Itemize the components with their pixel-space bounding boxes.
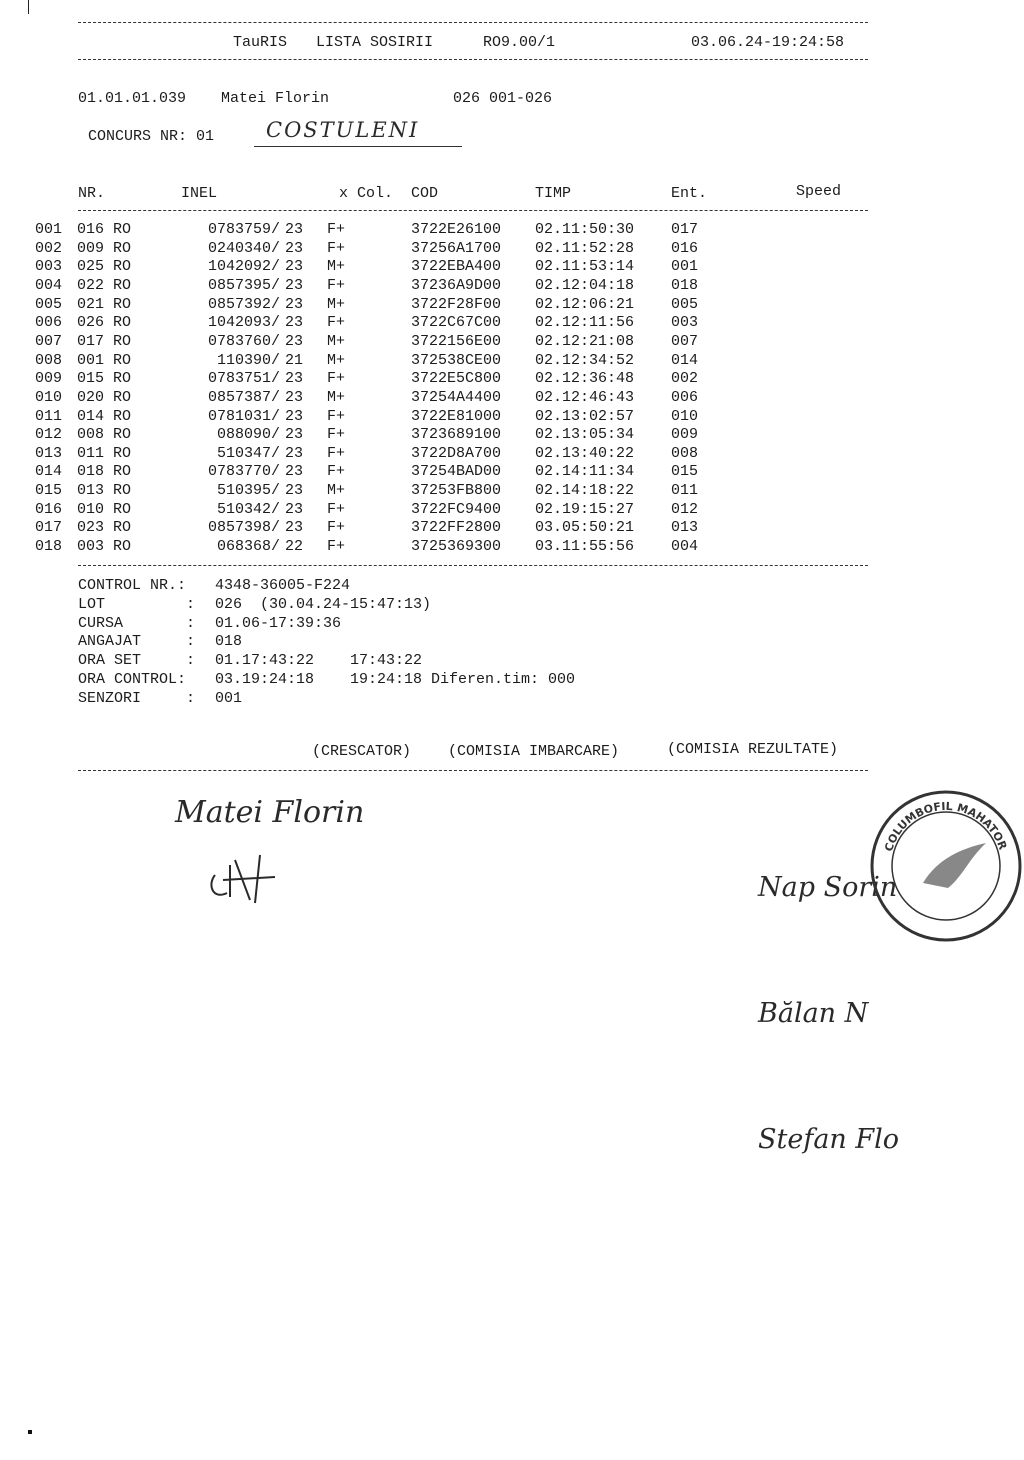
control-label: ANGAJAT : [78, 633, 196, 651]
control-value: 03.19:24:18 19:24:18 Diferen.tim: 000 [215, 671, 576, 688]
header-title: LISTA SOSIRII [316, 34, 434, 51]
row-code: 3722FF2800 [411, 519, 502, 537]
row-year: 23 [285, 407, 304, 425]
row-ent: 012 [671, 500, 699, 518]
row-ring: 0857395/ [207, 276, 280, 294]
row-nr: 023 RO [77, 519, 132, 537]
row-sex: M+ [327, 351, 346, 369]
row-pos: 009 [35, 370, 63, 388]
divider [78, 770, 868, 771]
row-pos: 002 [35, 239, 63, 257]
row-time: 02.13:05:34 [535, 426, 635, 444]
owner-id: 01.01.01.039 [78, 90, 187, 107]
control-label: CURSA : [78, 614, 196, 632]
contest-place: COSTULENI [266, 118, 420, 142]
table-row [35, 538, 875, 557]
row-ring: 1042092/ [207, 258, 280, 276]
row-time: 02.12:04:18 [535, 276, 635, 294]
control-label: CONTROL NR.: [78, 577, 187, 594]
row-ent: 007 [671, 332, 699, 350]
row-pos: 015 [35, 482, 63, 500]
row-code: 3722E5C800 [411, 370, 502, 388]
row-pos: 008 [35, 351, 63, 369]
row-ent: 014 [671, 351, 699, 369]
row-nr: 008 RO [77, 426, 132, 444]
row-year: 23 [285, 463, 304, 481]
row-sex: F+ [327, 314, 346, 332]
row-ent: 017 [671, 221, 699, 238]
row-ring: 088090/ [216, 426, 280, 444]
row-pos: 013 [35, 444, 63, 462]
row-code: 37254A4400 [411, 388, 502, 406]
row-code: 3722F28F00 [411, 295, 502, 313]
row-time: 03.05:50:21 [535, 519, 635, 537]
row-code: 3722FC9400 [411, 500, 502, 518]
commission-member-3: Stefan Flo [758, 1124, 900, 1155]
sig-label-imbarcare: (COMISIA IMBARCARE) [448, 743, 620, 760]
row-ring: 0240340/ [207, 239, 280, 257]
row-code: 37256A1700 [411, 239, 502, 257]
row-ring: 0783759/ [207, 221, 280, 238]
row-ring: 0781031/ [207, 407, 280, 425]
row-time: 02.14:11:34 [535, 463, 635, 481]
row-time: 02.14:18:22 [535, 482, 635, 500]
row-time: 02.11:52:28 [535, 239, 635, 257]
table-row [35, 240, 875, 259]
divider [78, 210, 868, 211]
row-nr: 017 RO [77, 332, 132, 350]
row-nr: 013 RO [77, 482, 132, 500]
row-time: 02.12:46:43 [535, 388, 635, 406]
control-value: 4348-36005-F224 [215, 577, 351, 594]
row-ent: 003 [671, 314, 699, 332]
row-time: 02.13:40:22 [535, 444, 635, 462]
row-time: 02.11:53:14 [535, 258, 635, 276]
row-ent: 005 [671, 295, 699, 313]
row-sex: F+ [327, 239, 346, 257]
row-sex: F+ [327, 221, 346, 238]
row-ent: 010 [671, 407, 699, 425]
owner-range: 026 001-026 [453, 90, 553, 107]
row-pos: 006 [35, 314, 63, 332]
row-nr: 009 RO [77, 239, 132, 257]
control-value: 018 [215, 633, 243, 651]
sig-label-rezultate: (COMISIA REZULTATE) [667, 741, 839, 758]
row-time: 02.12:06:21 [535, 295, 635, 313]
row-ring: 110390/ [216, 351, 280, 369]
row-ring: 0857392/ [207, 295, 280, 313]
row-year: 23 [285, 239, 304, 257]
divider [78, 59, 868, 60]
row-nr: 010 RO [77, 500, 132, 518]
row-ring: 1042093/ [207, 314, 280, 332]
row-year: 23 [285, 332, 304, 350]
row-sex: F+ [327, 276, 346, 294]
row-ent: 015 [671, 463, 699, 481]
row-year: 23 [285, 519, 304, 537]
row-year: 23 [285, 482, 304, 500]
row-ent: 011 [671, 482, 699, 500]
header-datetime: 03.06.24-19:24:58 [691, 34, 845, 51]
row-sex: F+ [327, 463, 346, 481]
row-year: 22 [285, 538, 304, 556]
row-code: 372538CE00 [411, 351, 502, 369]
header-code: RO9.00/1 [483, 34, 556, 51]
row-year: 23 [285, 314, 304, 332]
row-ring: 510347/ [216, 444, 280, 462]
row-time: 02.12:36:48 [535, 370, 635, 388]
row-year: 21 [285, 351, 304, 369]
row-pos: 011 [35, 407, 63, 425]
row-ent: 008 [671, 444, 699, 462]
row-sex: M+ [327, 295, 346, 313]
row-code: 37253FB800 [411, 482, 502, 500]
row-pos: 010 [35, 388, 63, 406]
table-row [35, 221, 875, 240]
control-value: 001 [215, 689, 243, 707]
table-row [35, 314, 875, 333]
row-time: 02.12:11:56 [535, 314, 635, 332]
dove-icon [923, 843, 986, 888]
row-ring: 0783770/ [207, 463, 280, 481]
row-sex: M+ [327, 482, 346, 500]
table-row [35, 482, 875, 501]
row-nr: 015 RO [77, 370, 132, 388]
table-row [35, 370, 875, 389]
row-time: 02.12:21:08 [535, 332, 635, 350]
row-pos: 014 [35, 463, 63, 481]
row-code: 3723689100 [411, 426, 502, 444]
row-nr: 022 RO [77, 276, 132, 294]
table-row [35, 258, 875, 277]
row-ent: 016 [671, 239, 699, 257]
control-label: SENZORI : [78, 689, 196, 707]
row-time: 02.11:50:30 [535, 221, 635, 238]
table-row [35, 501, 875, 520]
row-year: 23 [285, 295, 304, 313]
row-ring: 0857398/ [207, 519, 280, 537]
row-year: 23 [285, 426, 304, 444]
contest-label: CONCURS NR: 01 [88, 128, 215, 145]
row-code: 3722E26100 [411, 221, 502, 238]
row-ring: 0783760/ [207, 332, 280, 350]
row-ring: 068368/ [216, 538, 280, 556]
row-ent: 018 [671, 276, 699, 294]
row-nr: 003 RO [77, 538, 132, 556]
row-sex: F+ [327, 426, 346, 444]
row-pos: 007 [35, 332, 63, 350]
row-time: 02.13:02:57 [535, 407, 635, 425]
row-code: 3722156E00 [411, 332, 502, 350]
page-edge-mark [0, 0, 29, 14]
row-year: 23 [285, 221, 304, 238]
row-year: 23 [285, 444, 304, 462]
row-nr: 020 RO [77, 388, 132, 406]
col-header-speed: Speed [796, 183, 842, 200]
col-header-nr: NR. [78, 185, 106, 202]
row-ent: 009 [671, 426, 699, 444]
row-pos: 017 [35, 519, 63, 537]
commission-member-1: Nap Sorin [758, 872, 898, 903]
row-year: 23 [285, 370, 304, 388]
row-pos: 001 [35, 221, 63, 238]
row-code: 37236A9D00 [411, 276, 502, 294]
commission-member-2: Bălan N [758, 998, 869, 1029]
divider [78, 22, 868, 23]
row-sex: F+ [327, 370, 346, 388]
row-sex: M+ [327, 388, 346, 406]
row-ring: 0857387/ [207, 388, 280, 406]
row-ring: 0783751/ [207, 370, 280, 388]
row-code: 3722D8A700 [411, 444, 502, 462]
row-year: 23 [285, 388, 304, 406]
row-nr: 011 RO [77, 444, 132, 462]
table-row [35, 333, 875, 352]
col-header-cod: COD [411, 185, 439, 202]
control-label: LOT : [78, 595, 196, 613]
control-label: ORA SET : [78, 652, 196, 670]
row-year: 23 [285, 500, 304, 518]
row-nr: 026 RO [77, 314, 132, 332]
row-sex: F+ [327, 538, 346, 556]
row-code: 3725369300 [411, 538, 502, 556]
row-time: 02.19:15:27 [535, 500, 635, 518]
row-code: 37254BAD00 [411, 463, 502, 481]
row-sex: M+ [327, 258, 346, 276]
row-ent: 006 [671, 388, 699, 406]
row-pos: 004 [35, 276, 63, 294]
col-header-timp: TIMP [535, 185, 572, 202]
col-header-ent: Ent. [671, 185, 708, 202]
control-value: 026 (30.04.24-15:47:13) [215, 595, 432, 613]
signature-scribble [205, 845, 285, 905]
row-ent: 002 [671, 370, 699, 388]
divider [78, 565, 868, 566]
row-nr: 018 RO [77, 463, 132, 481]
row-year: 23 [285, 276, 304, 294]
table-row [35, 445, 875, 464]
row-pos: 005 [35, 295, 63, 313]
row-sex: F+ [327, 519, 346, 537]
row-ent: 013 [671, 519, 699, 537]
row-code: 3722E81000 [411, 407, 502, 425]
table-row [35, 296, 875, 315]
table-row [35, 426, 875, 445]
row-nr: 001 RO [77, 351, 132, 369]
control-value: 01.06-17:39:36 [215, 614, 342, 632]
row-code: 3722EBA400 [411, 258, 502, 276]
row-pos: 012 [35, 426, 63, 444]
row-sex: F+ [327, 444, 346, 462]
row-pos: 016 [35, 500, 63, 518]
row-year: 23 [285, 258, 304, 276]
row-sex: M+ [327, 332, 346, 350]
row-code: 3722C67C00 [411, 314, 502, 332]
row-time: 03.11:55:56 [535, 538, 635, 556]
row-nr: 016 RO [77, 221, 132, 238]
row-sex: F+ [327, 500, 346, 518]
table-row [35, 352, 875, 371]
speck [28, 1430, 32, 1434]
table-row [35, 408, 875, 427]
row-pos: 003 [35, 258, 63, 276]
row-ring: 510342/ [216, 500, 280, 518]
control-value: 01.17:43:22 17:43:22 [215, 652, 423, 670]
signature-crescator: Matei Florin [175, 795, 365, 830]
row-time: 02.12:34:52 [535, 351, 635, 369]
owner-name: Matei Florin [221, 90, 330, 107]
row-nr: 025 RO [77, 258, 132, 276]
row-ent: 004 [671, 538, 699, 556]
header-app: TauRIS [233, 34, 288, 51]
stamp-text: COLUMBOFIL MAHATOR [882, 799, 1010, 854]
place-underline [254, 146, 462, 147]
row-ent: 001 [671, 258, 699, 276]
row-nr: 021 RO [77, 295, 132, 313]
table-row [35, 463, 875, 482]
table-row [35, 519, 875, 538]
row-ring: 510395/ [216, 482, 280, 500]
table-row [35, 277, 875, 296]
row-pos: 018 [35, 538, 63, 556]
official-stamp [868, 788, 1024, 944]
control-label: ORA CONTROL: [78, 671, 187, 688]
sig-label-crescator: (CRESCATOR) [312, 743, 412, 760]
col-header-inel: INEL [181, 185, 218, 202]
table-row [35, 389, 875, 408]
row-sex: F+ [327, 407, 346, 425]
row-nr: 014 RO [77, 407, 132, 425]
col-header-col: x Col. [339, 185, 394, 202]
